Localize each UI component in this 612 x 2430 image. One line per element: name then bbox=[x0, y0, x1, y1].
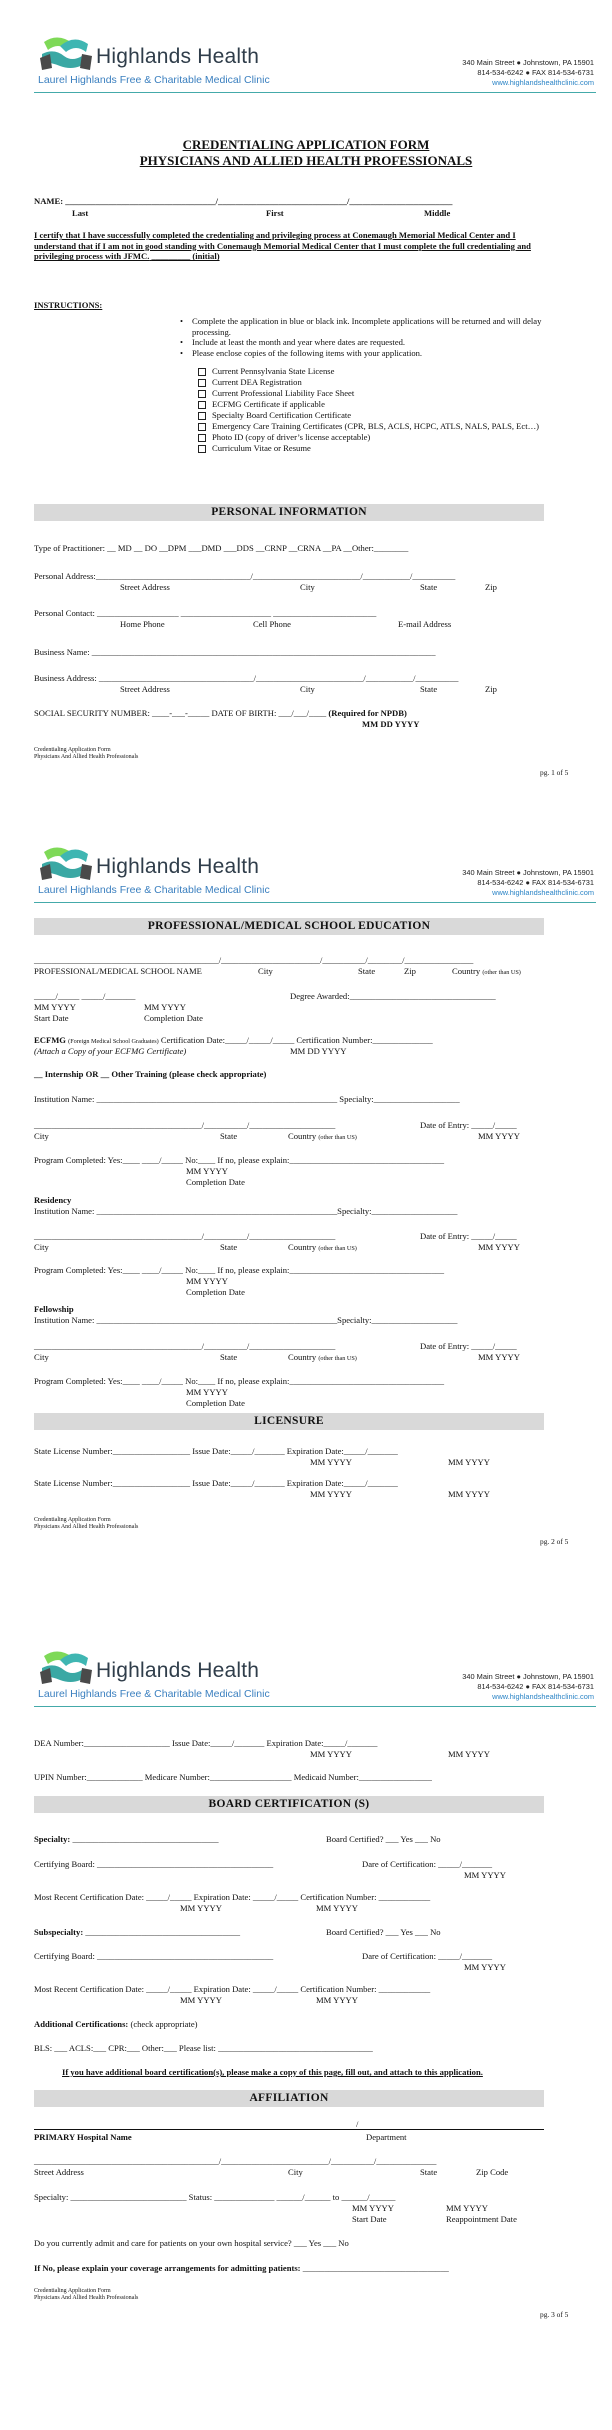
start-date-label: Start Date bbox=[352, 2214, 387, 2224]
reappointment-date-label: Reappointment Date bbox=[446, 2214, 517, 2224]
brand-name: Highlands Health bbox=[96, 855, 260, 878]
specialty-label: Specialty: bbox=[34, 1834, 71, 1844]
fellowship-city-field[interactable]: _______________________________________/__________/____________________ bbox=[34, 1341, 336, 1351]
residency-completed-field[interactable]: Program Completed: Yes:____ ____/_____ No:____ If no, please explain:____________________________________ bbox=[34, 1265, 445, 1275]
instructions-label: INSTRUCTIONS: bbox=[34, 300, 103, 310]
completed-date-label: Completion Date bbox=[186, 1398, 245, 1408]
hospital-slash: / bbox=[356, 2119, 359, 2129]
completed-mm-yyyy: MM YYYY bbox=[186, 1276, 228, 1286]
page-3 bbox=[0, 1620, 612, 2430]
specialty-status-field[interactable]: Specialty: ___________________________ Status: ______________ ______/______ to ______/______ bbox=[34, 2192, 396, 2202]
start-mm-yyyy: MM YYYY bbox=[352, 2203, 394, 2213]
ba-city-label: City bbox=[300, 684, 315, 694]
personal-info-heading: PERSONAL INFORMATION bbox=[34, 504, 544, 521]
recent-mm-yyyy: MM YYYY bbox=[180, 1995, 222, 2005]
specialty-field[interactable] bbox=[34, 1834, 219, 1845]
country-text: Country bbox=[288, 1352, 317, 1362]
footer-line-2: Physicians And Allied Health Professionals bbox=[34, 2295, 139, 2302]
enclosure-checkbox[interactable]: Current Professional Liability Face Sheet bbox=[198, 388, 558, 399]
form-subtitle: PHYSICIANS AND ALLIED HEALTH PROFESSIONALS bbox=[139, 153, 473, 168]
initial-field[interactable]: _________ (initial) bbox=[151, 251, 220, 262]
letterhead bbox=[34, 842, 594, 902]
form-title: CREDENTIALING APPLICATION FORM bbox=[182, 137, 430, 152]
fellowship-entry-date[interactable]: Date of Entry: _____/_____ bbox=[420, 1341, 517, 1351]
brand-tagline: Laurel Highlands Free & Charitable Medical Clinic bbox=[38, 1688, 270, 1700]
internship-city-field[interactable]: _______________________________________/__________/____________________ bbox=[34, 1120, 336, 1130]
cert-date-field[interactable]: Dare of Certification: _____/_______ bbox=[362, 1951, 493, 1961]
certifying-board-field[interactable]: Certifying Board: _________________________________________ bbox=[34, 1859, 274, 1869]
header-rule bbox=[34, 92, 596, 93]
training-type-check[interactable]: __ Internship OR __ Other Training (please check appropriate) bbox=[34, 1069, 267, 1079]
exp-mm-yyyy: MM YYYY bbox=[448, 1457, 490, 1467]
cert-mm-yyyy: MM YYYY bbox=[464, 1962, 506, 1972]
website-link[interactable]: www.highlandshealthclinic.com bbox=[492, 1692, 594, 1701]
country-note: (other than US) bbox=[482, 969, 521, 976]
residency-city-field[interactable]: _______________________________________/__________/____________________ bbox=[34, 1231, 336, 1241]
residency-label: Residency bbox=[34, 1195, 72, 1205]
cell-phone-label: Cell Phone bbox=[253, 619, 291, 629]
school-field[interactable]: ___________________________________________/_______________________/__________/________/________________ bbox=[34, 955, 474, 965]
practitioner-type-field[interactable]: Type of Practitioner: __ MD __ DO __DPM ___DMD ___DDS __CRNP __CRNA __PA __Other:________ bbox=[34, 543, 409, 553]
clinic-logo bbox=[34, 32, 334, 86]
completion-mm-yyyy: MM YYYY bbox=[144, 1002, 186, 1012]
letterhead bbox=[34, 1646, 594, 1706]
board-cert-heading: BOARD CERTIFICATION (S) bbox=[34, 1796, 544, 1813]
fellowship-completed-field[interactable]: Program Completed: Yes:____ ____/_____ No:____ If no, please explain:____________________________________ bbox=[34, 1376, 445, 1386]
cert-date-field[interactable]: Dare of Certification: _____/_______ bbox=[362, 1859, 493, 1869]
clinic-address bbox=[462, 1672, 594, 1702]
page-number: pg. 3 of 5 bbox=[540, 2310, 569, 2319]
primary-hospital-field[interactable] bbox=[34, 2120, 544, 2130]
enclosure-checkbox[interactable]: Emergency Care Training Certificates (CPR, BLS, ACLS, HCPC, ATLS, NALS, PALS, Ect…) bbox=[198, 421, 558, 432]
hospital-city-label: City bbox=[288, 2167, 303, 2177]
brand-tagline: Laurel Highlands Free & Charitable Medical Clinic bbox=[38, 74, 270, 86]
state-label: State bbox=[220, 1242, 238, 1252]
footer-line-2: Physicians And Allied Health Professionals bbox=[34, 754, 139, 761]
enclosure-checkbox[interactable]: Photo ID (copy of driver’s license acceptable) bbox=[198, 432, 558, 443]
brand-tagline: Laurel Highlands Free & Charitable Medical Clinic bbox=[38, 884, 270, 896]
phone-fax: 814-534-6242 ● FAX 814-534-6731 bbox=[477, 1682, 594, 1691]
name-middle-label: Middle bbox=[424, 208, 451, 218]
footer-line-1: Credentialing Application Form bbox=[34, 747, 111, 753]
board-certified-check[interactable]: Board Certified? ___ Yes ___ No bbox=[326, 1834, 441, 1844]
additional-boards-note: If you have additional board certification(s), please make a copy of this page, fill out, and attach to this application. bbox=[62, 2067, 483, 2077]
enclosure-checkbox[interactable]: ECFMG Certificate if applicable bbox=[198, 399, 558, 410]
instruction-item: • Include at least the month and year where dates are requested. bbox=[180, 337, 560, 348]
instruction-item: • Complete the application in blue or black ink. Incomplete applications will be returned and will delay processing. bbox=[180, 316, 560, 337]
page-number: pg. 2 of 5 bbox=[540, 1537, 569, 1546]
brand-name: Highlands Health bbox=[96, 1659, 260, 1682]
name-last-label: Last bbox=[72, 208, 89, 218]
degree-field[interactable]: Degree Awarded:__________________________________ bbox=[290, 991, 496, 1001]
footer-line-1: Credentialing Application Form bbox=[34, 2288, 111, 2294]
primary-hospital-label: PRIMARY Hospital Name bbox=[34, 2132, 132, 2142]
coverage-field[interactable] bbox=[34, 2263, 449, 2274]
recent-cert-field[interactable]: Most Recent Certification Date: _____/_____ Expiration Date: _____/_____ Certification Number: ____________ bbox=[34, 1984, 431, 1994]
expiration-mm-yyyy: MM YYYY bbox=[316, 1903, 358, 1913]
footer-left bbox=[34, 747, 138, 761]
country-label bbox=[288, 1131, 357, 1142]
ecfmg-field[interactable] bbox=[34, 1035, 433, 1046]
internship-entry-date[interactable]: Date of Entry: _____/_____ bbox=[420, 1120, 517, 1130]
pa-street-label: Street Address bbox=[120, 582, 170, 592]
school-state-label: State bbox=[358, 966, 376, 976]
subspecialty-field[interactable] bbox=[34, 1927, 240, 1938]
clinic-address bbox=[462, 58, 594, 88]
country-text: Country bbox=[288, 1242, 317, 1252]
clinic-logo bbox=[34, 1646, 334, 1700]
start-mm-yyyy: MM YYYY bbox=[34, 1002, 76, 1012]
page-2 bbox=[0, 810, 612, 1620]
footer-left bbox=[34, 2288, 138, 2302]
personal-contact-field[interactable]: Personal Contact: ___________________ _____________________ ________________________ bbox=[34, 608, 377, 618]
completed-date-label: Completion Date bbox=[186, 1287, 245, 1297]
residency-institution-field[interactable]: Institution Name: ________________________________________________________Specialty:____________________ bbox=[34, 1206, 458, 1216]
website-link[interactable]: www.highlandshealthclinic.com bbox=[492, 888, 594, 897]
issue-mm-yyyy: MM YYYY bbox=[310, 1489, 352, 1499]
certifying-board-field[interactable]: Certifying Board: _________________________________________ bbox=[34, 1951, 274, 1961]
phone-fax: 814-534-6242 ● FAX 814-534-6731 bbox=[477, 878, 594, 887]
entry-mm-yyyy: MM YYYY bbox=[478, 1352, 520, 1362]
certify-text: I certify that I have successfully completed the credentialing and privileging process at Conemaugh Memorial Medical Center and I understand that if I am not in good standing with Conemaugh Memorial Medical Center that I must complete the full credentialing and privileging process with JFMC. bbox=[34, 230, 531, 262]
ba-street-label: Street Address bbox=[120, 684, 170, 694]
footer-line-2: Physicians And Allied Health Professionals bbox=[34, 1524, 139, 1531]
internship-completed-field[interactable]: Program Completed: Yes:____ ____/_____ No:____ If no, please explain:____________________________________ bbox=[34, 1155, 445, 1165]
country-label bbox=[288, 1352, 357, 1363]
country-text: Country bbox=[452, 966, 481, 976]
city-label: City bbox=[34, 1131, 49, 1141]
ba-state-label: State bbox=[420, 684, 438, 694]
hospital-state-label: State bbox=[420, 2167, 438, 2177]
ecfmg-note: (Foreign Medical School Graduates) bbox=[68, 1038, 159, 1045]
if-no-line: __________________________________ bbox=[302, 2263, 449, 2273]
additional-cert-field[interactable]: BLS: ___ ACLS:___ CPR:___ Other:___ Please list: ____________________________________ bbox=[34, 2043, 373, 2053]
brand-name: Highlands Health bbox=[96, 45, 260, 68]
city-label: City bbox=[34, 1242, 49, 1252]
business-address-field[interactable]: Business Address: ____________________________________/_________________________/___________/__________ bbox=[34, 673, 459, 683]
enclosure-checkbox[interactable]: Current DEA Registration bbox=[198, 377, 558, 388]
country-note: (other than US) bbox=[318, 1245, 357, 1252]
issue-mm-yyyy: MM YYYY bbox=[310, 1749, 352, 1759]
dob-labels: MM DD YYYY bbox=[362, 719, 420, 729]
subspecialty-label: Subspecialty: bbox=[34, 1927, 84, 1937]
address-line: 340 Main Street ● Johnstown, PA 15901 bbox=[462, 1672, 594, 1681]
page-1 bbox=[0, 0, 612, 810]
ba-zip-label: Zip bbox=[485, 684, 497, 694]
handshake-logo-icon bbox=[38, 34, 94, 74]
recent-cert-field[interactable]: Most Recent Certification Date: _____/_____ Expiration Date: _____/_____ Certification Number: ____________ bbox=[34, 1892, 431, 1902]
ssn-dob-field[interactable] bbox=[34, 708, 407, 719]
school-name-label: PROFESSIONAL/MEDICAL SCHOOL NAME bbox=[34, 966, 202, 976]
completed-mm-yyyy: MM YYYY bbox=[186, 1166, 228, 1176]
pa-zip-label: Zip bbox=[485, 582, 497, 592]
certification-statement bbox=[34, 230, 556, 262]
entry-mm-yyyy: MM YYYY bbox=[478, 1131, 520, 1141]
home-phone-label: Home Phone bbox=[120, 619, 165, 629]
licensure-heading: LICENSURE bbox=[34, 1413, 544, 1430]
fellowship-label: Fellowship bbox=[34, 1304, 74, 1314]
reappoint-mm-yyyy: MM YYYY bbox=[446, 2203, 488, 2213]
fellowship-institution-field[interactable]: Institution Name: ________________________________________________________Specialty:____________________ bbox=[34, 1315, 458, 1325]
pa-state-label: State bbox=[420, 582, 438, 592]
additional-label: Additional Certifications: bbox=[34, 2019, 129, 2029]
cert-mm-yyyy: MM YYYY bbox=[464, 1870, 506, 1880]
license-field-2[interactable]: State License Number:__________________ Issue Date:_____/_______ Expiration Date:_____/_______ bbox=[34, 1478, 398, 1488]
npdb-note: (Required for NPDB) bbox=[328, 708, 407, 718]
footer-line-1: Credentialing Application Form bbox=[34, 1517, 111, 1523]
school-city-label: City bbox=[258, 966, 273, 976]
affiliation-heading: AFFILIATION bbox=[34, 2090, 544, 2107]
country-note: (other than US) bbox=[318, 1134, 357, 1141]
issue-mm-yyyy: MM YYYY bbox=[310, 1457, 352, 1467]
license-field-1[interactable]: State License Number:__________________ Issue Date:_____/_______ Expiration Date:_____/_______ bbox=[34, 1446, 398, 1456]
country-note: (other than US) bbox=[318, 1355, 357, 1362]
completed-mm-yyyy: MM YYYY bbox=[186, 1387, 228, 1397]
dea-field[interactable]: DEA Number:____________________ Issue Date:_____/_______ Expiration Date:_____/_______ bbox=[34, 1738, 378, 1748]
clinic-address bbox=[462, 868, 594, 898]
ssn-dob-text: SOCIAL SECURITY NUMBER: ____-___-_____ DATE OF BIRTH: ___/___/____ bbox=[34, 708, 327, 718]
internship-institution-field[interactable]: Institution Name: ________________________________________________________ Specialty:____________________ bbox=[34, 1094, 460, 1104]
subspecialty-line: ____________________________________ bbox=[85, 1927, 241, 1937]
instructions-list bbox=[180, 316, 560, 359]
handshake-logo-icon bbox=[38, 1648, 94, 1688]
name-field[interactable]: NAME: ___________________________________/______________________________/________________________ bbox=[34, 196, 453, 206]
completion-date-label: Completion Date bbox=[144, 1013, 203, 1023]
phone-fax: 814-534-6242 ● FAX 814-534-6731 bbox=[477, 68, 594, 77]
instruction-item: • Please enclose copies of the following items with your application. bbox=[180, 348, 560, 359]
entry-mm-yyyy: MM YYYY bbox=[478, 1242, 520, 1252]
name-first-label: First bbox=[266, 208, 284, 218]
enclosure-checkbox[interactable]: Current Pennsylvania State License bbox=[198, 366, 558, 377]
page-number: pg. 1 of 5 bbox=[540, 768, 569, 777]
specialty-line: __________________________________ bbox=[72, 1834, 219, 1844]
hospital-street-label: Street Address bbox=[34, 2167, 84, 2177]
hospital-zip-label: Zip Code bbox=[476, 2167, 509, 2177]
education-heading: PROFESSIONAL/MEDICAL SCHOOL EDUCATION bbox=[34, 918, 544, 935]
address-line: 340 Main Street ● Johnstown, PA 15901 bbox=[462, 868, 594, 877]
enclosures-checklist bbox=[198, 366, 558, 454]
exp-mm-yyyy: MM YYYY bbox=[448, 1489, 490, 1499]
enclosure-checkbox[interactable]: Specialty Board Certification Certificate bbox=[198, 410, 558, 421]
footer-left bbox=[34, 1517, 138, 1531]
admit-question[interactable]: Do you currently admit and care for patients on your own hospital service? ___ Yes ___ No bbox=[34, 2238, 349, 2248]
city-label: City bbox=[34, 1352, 49, 1362]
address-line: 340 Main Street ● Johnstown, PA 15901 bbox=[462, 58, 594, 67]
exp-mm-yyyy: MM YYYY bbox=[448, 1749, 490, 1759]
website-link[interactable]: www.highlandshealthclinic.com bbox=[492, 78, 594, 87]
ecfmg-label: ECFMG bbox=[34, 1035, 66, 1045]
email-label: E-mail Address bbox=[398, 619, 452, 629]
business-name-field[interactable]: Business Name: ________________________________________________________________________________ bbox=[34, 647, 436, 657]
additional-cert-header bbox=[34, 2019, 198, 2030]
pa-city-label: City bbox=[300, 582, 315, 592]
department-label: Department bbox=[366, 2132, 407, 2142]
clinic-logo bbox=[34, 842, 334, 896]
residency-entry-date[interactable]: Date of Entry: _____/_____ bbox=[420, 1231, 517, 1241]
if-no-label: If No, please explain your coverage arrangements for admitting patients: bbox=[34, 2263, 301, 2273]
letterhead bbox=[34, 32, 594, 92]
ecfmg-attach-note: (Attach a Copy of your ECFMG Certificate) bbox=[34, 1046, 187, 1056]
school-dates-field[interactable]: _____/_____ _____/_______ bbox=[34, 991, 136, 1001]
recent-mm-yyyy: MM YYYY bbox=[180, 1903, 222, 1913]
handshake-logo-icon bbox=[38, 844, 94, 884]
completed-date-label: Completion Date bbox=[186, 1177, 245, 1187]
additional-note: (check appropriate) bbox=[130, 2019, 198, 2029]
enclosure-checkbox[interactable]: Curriculum Vitae or Resume bbox=[198, 443, 558, 454]
state-label: State bbox=[220, 1131, 238, 1141]
header-rule bbox=[34, 902, 596, 903]
ecfmg-cert-text: Certification Date:_____/_____/_____ Certification Number:______________ bbox=[160, 1035, 433, 1045]
state-label: State bbox=[220, 1352, 238, 1362]
country-label bbox=[288, 1242, 357, 1253]
country-text: Country bbox=[288, 1131, 317, 1141]
hospital-street-field[interactable]: ___________________________________________/_________________________/__________/______________ bbox=[34, 2156, 437, 2166]
upin-medicare-medicaid-field[interactable]: UPIN Number:_____________ Medicare Number:___________________ Medicaid Number:_________________ bbox=[34, 1772, 432, 1782]
personal-address-field[interactable]: Personal Address:____________________________________/_________________________/___________/__________ bbox=[34, 571, 456, 581]
start-date-label: Start Date bbox=[34, 1013, 69, 1023]
school-country-label bbox=[452, 966, 521, 977]
school-zip-label: Zip bbox=[404, 966, 416, 976]
board-certified-check[interactable]: Board Certified? ___ Yes ___ No bbox=[326, 1927, 441, 1937]
ecfmg-mdy-labels: MM DD YYYY bbox=[290, 1046, 347, 1056]
expiration-mm-yyyy: MM YYYY bbox=[316, 1995, 358, 2005]
header-rule bbox=[34, 1706, 596, 1707]
